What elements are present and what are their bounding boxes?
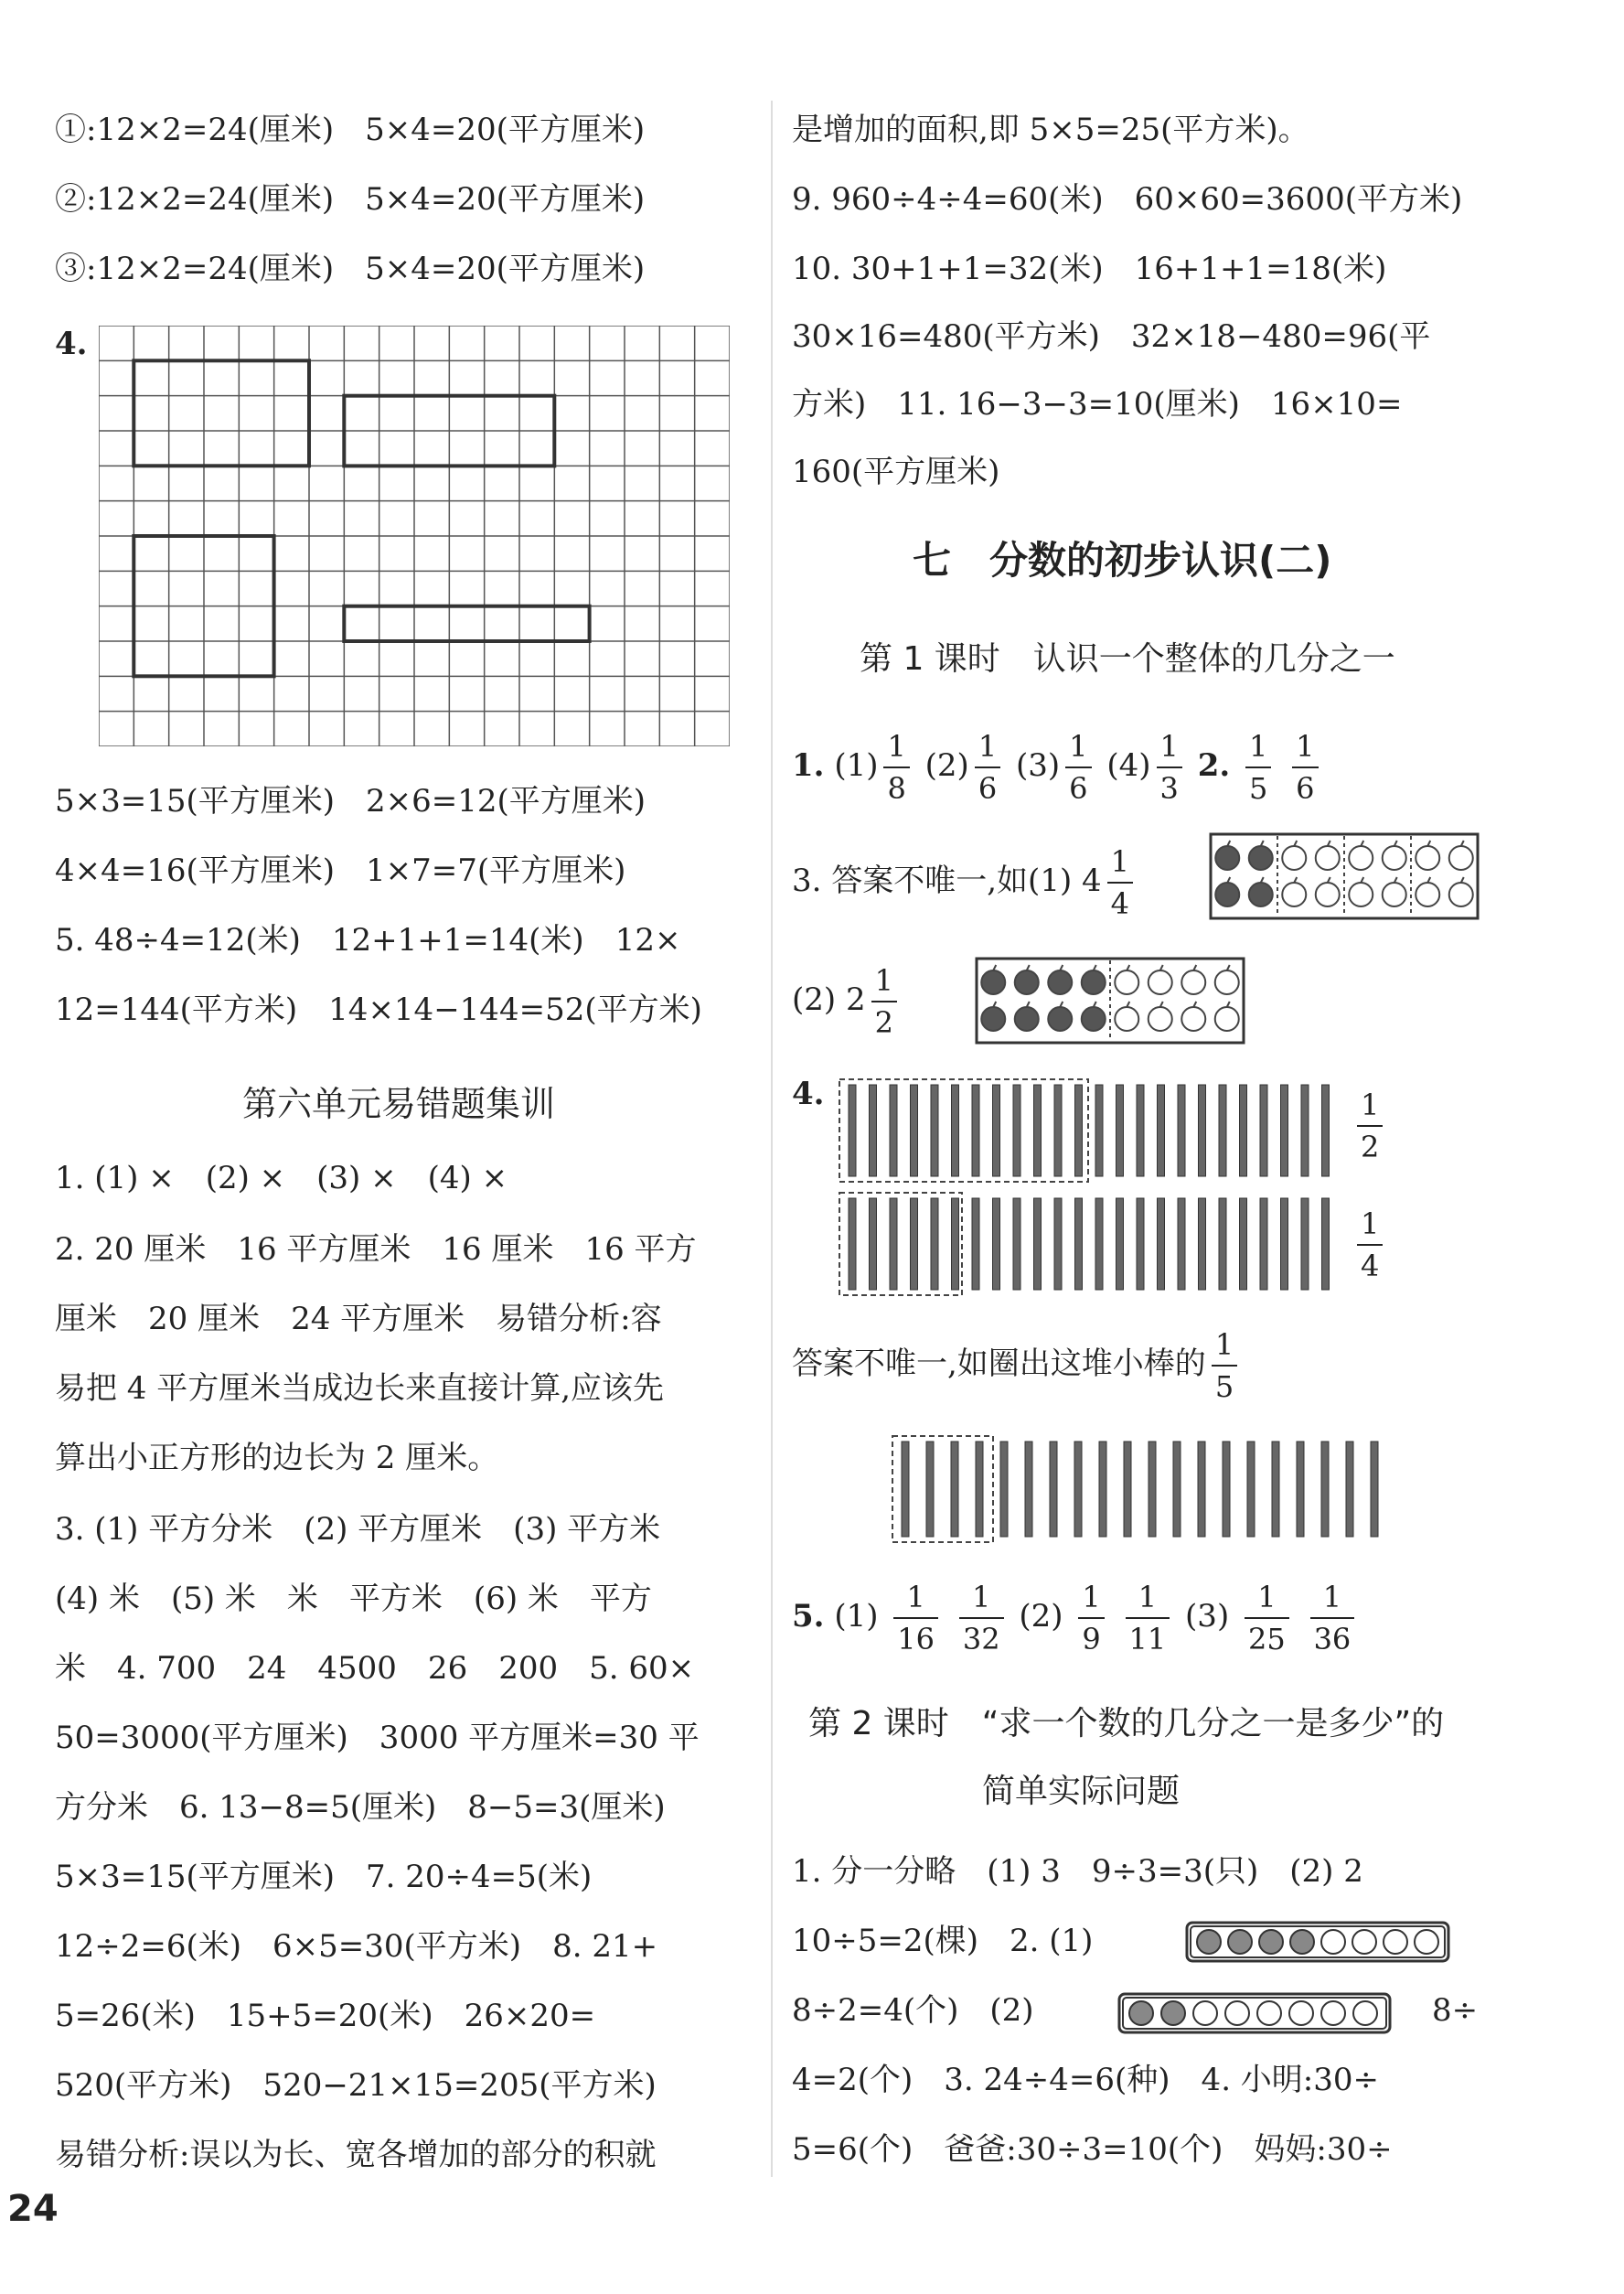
q4-text: 答案不唯一,如圈出这堆小棒的 [792,1345,1206,1382]
counter-circle [1193,2001,1217,2025]
q5-row [792,1575,1360,1659]
stick [1137,1198,1144,1290]
apple [1082,970,1106,994]
stick [1000,1442,1008,1537]
fraction: $\frac{1}{5}$ [1245,726,1271,809]
counter-circle [1257,2001,1281,2025]
apple-stem [1227,877,1230,883]
left-line: 5×3=15(平方厘米) 2×6=12(平方厘米) [55,783,646,820]
stick [1301,1085,1309,1176]
apple-stem [1227,965,1230,970]
apple [1149,1007,1172,1031]
stick [1013,1198,1020,1290]
apple [1316,846,1340,870]
q5-part: (3) [1185,1598,1230,1635]
rectangle-5x3 [134,360,309,466]
stick [1095,1198,1103,1290]
apple [1282,846,1306,870]
left-line: 520(平方米) 520−21×15=205(平方米) [55,2067,657,2104]
question-4-label: 4. [55,326,88,362]
left-line: 厘米 20 厘米 24 平方厘米 易错分析:容 [55,1301,662,1337]
stick [1116,1085,1124,1176]
q1-part: (4) [1106,747,1151,784]
stick [1099,1442,1106,1537]
q4-text-row [792,1323,1243,1407]
fraction: $\frac{1}{11}$ [1126,1577,1170,1659]
stick [1013,1085,1020,1176]
stick [1137,1085,1144,1176]
right-line: 8÷ [1432,1992,1479,2029]
fraction: $\frac{1}{9}$ [1078,1577,1104,1659]
right-line: 160(平方厘米) [792,454,1000,490]
apple [1215,883,1239,906]
apple-stem [1427,841,1430,846]
left-line: 易错分析:误以为长、宽各增加的部分的积就 [55,2137,657,2173]
apple [1181,1007,1205,1031]
stick [1260,1198,1267,1290]
left-line: 5×3=15(平方厘米) 7. 20÷4=5(米) [55,1859,593,1895]
left-line: 50=3000(平方厘米) 3000 平方厘米=30 平 [55,1720,700,1756]
apple [1015,1007,1039,1031]
stick [952,1198,959,1290]
counter-circle [1415,1930,1438,1954]
stick [976,1442,983,1537]
apple-stem [1361,877,1363,883]
apple [1416,846,1439,870]
apple [1082,1007,1106,1031]
q3-row [792,840,1138,924]
stick [902,1442,909,1537]
apple-stem [1027,965,1030,970]
stick [1075,1085,1083,1176]
chapter-title: 七 分数的初步认识(二) [913,538,1332,583]
right-line: 5=6(个) 爸爸:30÷3=10(个) 妈妈:30÷ [792,2131,1393,2168]
fraction: $\frac{1}{32}$ [959,1577,1004,1659]
apple [1449,846,1473,870]
apple-stem [1361,841,1363,846]
sticks-row-3 [887,1432,1399,1546]
page-number: 24 [7,2188,59,2230]
apple-stem [1261,877,1264,883]
stick [1223,1442,1230,1537]
apple-stem [1461,841,1464,846]
left-line: ②:12×2=24(厘米) 5×4=20(平方厘米) [55,181,646,218]
fraction: $\frac{1}{6}$ [1292,726,1318,809]
apple-stem [1294,841,1297,846]
apple-stem [1193,965,1196,970]
apple-stem [1127,1002,1129,1007]
counter-circle [1228,1930,1252,1954]
sticks-row-2 [834,1189,1346,1299]
counter-circle [1289,2001,1313,2025]
left-line: 易把 4 平方厘米当成边长来直接计算,应该先 [55,1370,665,1407]
stick [1301,1198,1309,1290]
stick [1272,1442,1279,1537]
apple [1215,846,1239,870]
stick [1199,1085,1206,1176]
counter-circle [1353,2001,1377,2025]
stick [1199,1198,1206,1290]
stick [1281,1198,1288,1290]
stick [1054,1085,1062,1176]
counter-circle [1321,1930,1345,1954]
apple [1215,970,1239,994]
right-line: 8÷2=4(个) (2) [792,1992,1034,2029]
apple-stem [1094,1002,1096,1007]
stick [1219,1085,1226,1176]
lesson-2-title-cont: 简单实际问题 [982,1773,1181,1810]
counter-circle [1197,1930,1221,1954]
counter-circle [1225,2001,1249,2025]
column-separator [771,101,773,2177]
fraction: $\frac{1}{3}$ [1157,726,1182,809]
stick [1260,1085,1267,1176]
counter-circle [1290,1930,1314,1954]
apple [1249,883,1273,906]
left-line: (4) 米 (5) 米 米 平方米 (6) 米 平方 [55,1581,652,1617]
counter-circle [1321,2001,1345,2025]
apple-stem [1328,877,1330,883]
stick [1054,1198,1062,1290]
apple [1416,883,1439,906]
apple-stem [1160,1002,1163,1007]
section-title-unit6: 第六单元易错题集训 [242,1084,556,1124]
stick [1178,1085,1185,1176]
q5-part: (1) [834,1598,879,1635]
apple-stem [1261,841,1264,846]
fraction: $\frac{1}{6}$ [1065,726,1091,809]
stick [1124,1442,1131,1537]
stick [1240,1085,1247,1176]
apple [1115,970,1138,994]
apple-stem [1227,841,1230,846]
apple-stem [1193,1002,1196,1007]
apple [981,970,1005,994]
apple [1249,846,1273,870]
right-line: 4=2(个) 3. 24÷4=6(种) 4. 小明:30÷ [792,2062,1380,2098]
stick [849,1198,856,1290]
apple-stem [1394,841,1397,846]
apple-stem [1060,1002,1063,1007]
apple [981,1007,1005,1031]
right-line: 10. 30+1+1=32(米) 16+1+1=18(米) [792,251,1387,287]
stick [926,1442,934,1537]
q5-label: 5. [792,1598,825,1635]
lesson-2-title: 第 2 课时 “求一个数的几分之一是多少”的 [808,1705,1445,1742]
right-line: 1. 分一分略 (1) 3 9÷3=3(只) (2) 2 [792,1853,1363,1890]
stick [931,1198,938,1290]
apple-stem [1160,965,1163,970]
stick [1219,1198,1226,1290]
apple-stem [1227,1002,1230,1007]
apple [1349,883,1373,906]
apple-stem [1060,965,1063,970]
apple-stem [1394,877,1397,883]
stick [1095,1085,1103,1176]
fraction: $\frac{1}{6}$ [975,726,1000,809]
stick [1321,1442,1329,1537]
stick [1050,1442,1057,1537]
apple [1048,1007,1072,1031]
stick [1178,1198,1185,1290]
stick [870,1085,877,1176]
stick [1025,1442,1032,1537]
fraction: $\frac{1}{16}$ [893,1577,938,1659]
stick [1346,1442,1353,1537]
left-line: 算出小正方形的边长为 2 厘米。 [55,1440,499,1476]
stick [993,1085,1000,1176]
sticks-row-1 [834,1076,1346,1185]
rectangle-7x1 [344,606,589,641]
fraction: $\frac{1}{4}$ [1357,1204,1383,1286]
left-line: 1. (1) × (2) × (3) × (4) × [55,1160,508,1196]
apple [1316,883,1340,906]
stick [1074,1442,1082,1537]
stick [972,1085,979,1176]
lesson-1-title: 第 1 课时 认识一个整体的几分之一 [860,640,1395,678]
apple-box-2 [975,957,1245,1045]
q1-part: (2) [924,747,969,784]
stick [890,1085,897,1176]
apple [1181,970,1205,994]
q1-part: (1) [834,747,879,784]
fraction: $\frac{1}{5}$ [1212,1324,1237,1407]
apple-stem [1294,877,1297,883]
stick [1322,1198,1330,1290]
apple-stem [1427,877,1430,883]
stick [993,1198,1000,1290]
apple-stem [1127,965,1129,970]
left-line: 方分米 6. 13−8=5(厘米) 8−5=3(厘米) [55,1789,666,1826]
fraction: $\frac{1}{2}$ [871,960,897,1043]
stick [972,1198,979,1290]
stick [1158,1085,1165,1176]
fraction: $\frac{1}{4}$ [1107,841,1133,924]
stick [1297,1442,1304,1537]
fraction: $\frac{1}{8}$ [883,726,909,809]
stick [1034,1198,1042,1290]
stick [870,1198,877,1290]
apple-stem [1328,841,1330,846]
q3b-row [792,959,903,1043]
q4-label: 4. [792,1076,825,1112]
stick [1116,1198,1124,1290]
stick [931,1085,938,1176]
apple-stem [1027,1002,1030,1007]
right-line: 是增加的面积,即 5×5=25(平方米)。 [792,112,1309,148]
q5-part: (2) [1019,1598,1063,1635]
left-line: 12÷2=6(米) 6×5=30(平方米) 8. 21+ [55,1928,658,1965]
stick [890,1198,897,1290]
apple [1215,1007,1239,1031]
stick [951,1442,958,1537]
apple-stem [1094,965,1096,970]
stick [1322,1085,1330,1176]
fraction: $\frac{1}{36}$ [1310,1577,1355,1659]
counter-circle [1384,1930,1407,1954]
stick [849,1085,856,1176]
left-line: ③:12×2=24(厘米) 5×4=20(平方厘米) [55,251,646,287]
apple-stem [993,1002,996,1007]
grid-figure [99,326,730,746]
stick [1034,1085,1042,1176]
apple [1048,970,1072,994]
stick [911,1198,918,1290]
apple-stem [993,965,996,970]
q1-part: (3) [1016,747,1061,784]
counter-circle [1161,2001,1185,2025]
left-line: 米 4. 700 24 4500 26 200 5. 60× [55,1650,695,1687]
stick [1198,1442,1205,1537]
stick [911,1085,918,1176]
stick [1173,1442,1181,1537]
circle-box-1 [1185,1921,1450,1963]
apple [1383,883,1406,906]
stick [1247,1442,1255,1537]
right-line: 30×16=480(平方米) 32×18−480=96(平 [792,318,1431,355]
circle-box-2 [1117,1992,1392,2034]
apple-stem [1461,877,1464,883]
apple [1349,846,1373,870]
q1-row [792,724,1324,809]
left-line: 5=26(米) 15+5=20(米) 26×20= [55,1998,596,2034]
q3b-text: (2) 2 [792,981,866,1018]
right-line: 9. 960÷4÷4=60(米) 60×60=3600(平方米) [792,181,1463,218]
apple-box-1 [1209,832,1480,920]
fraction: $\frac{1}{2}$ [1357,1085,1383,1167]
left-line: ①:12×2=24(厘米) 5×4=20(平方厘米) [55,112,646,148]
fraction: $\frac{1}{25}$ [1245,1577,1289,1659]
apple [1115,1007,1138,1031]
stick [1281,1085,1288,1176]
apple [1149,970,1172,994]
left-line: 4×4=16(平方厘米) 1×7=7(平方厘米) [55,852,626,889]
apple [1282,883,1306,906]
apple [1383,846,1406,870]
left-line: 3. (1) 平方分米 (2) 平方厘米 (3) 平方米 [55,1511,661,1548]
left-line: 5. 48÷4=12(米) 12+1+1=14(米) 12× [55,922,681,959]
stick [1075,1198,1083,1290]
counter-circle [1129,2001,1153,2025]
right-line: 方米) 11. 16−3−3=10(厘米) 16×10= [792,386,1403,423]
counter-circle [1259,1930,1283,1954]
counter-circle [1352,1930,1376,1954]
apple [1449,883,1473,906]
stick [1158,1198,1165,1290]
stick [952,1085,959,1176]
q1-label: 1. [792,747,825,784]
left-line: 12=144(平方米) 14×14−144=52(平方米) [55,992,702,1028]
apple [1015,970,1039,994]
left-line: 2. 20 厘米 16 平方厘米 16 厘米 16 平方 [55,1231,697,1268]
stick [1149,1442,1156,1537]
right-line: 10÷5=2(棵) 2. (1) [792,1923,1094,1959]
stick [1240,1198,1247,1290]
stick [1371,1442,1378,1537]
q3-text: 3. 答案不唯一,如(1) 4 [792,863,1102,899]
q2-label: 2. [1197,747,1231,784]
